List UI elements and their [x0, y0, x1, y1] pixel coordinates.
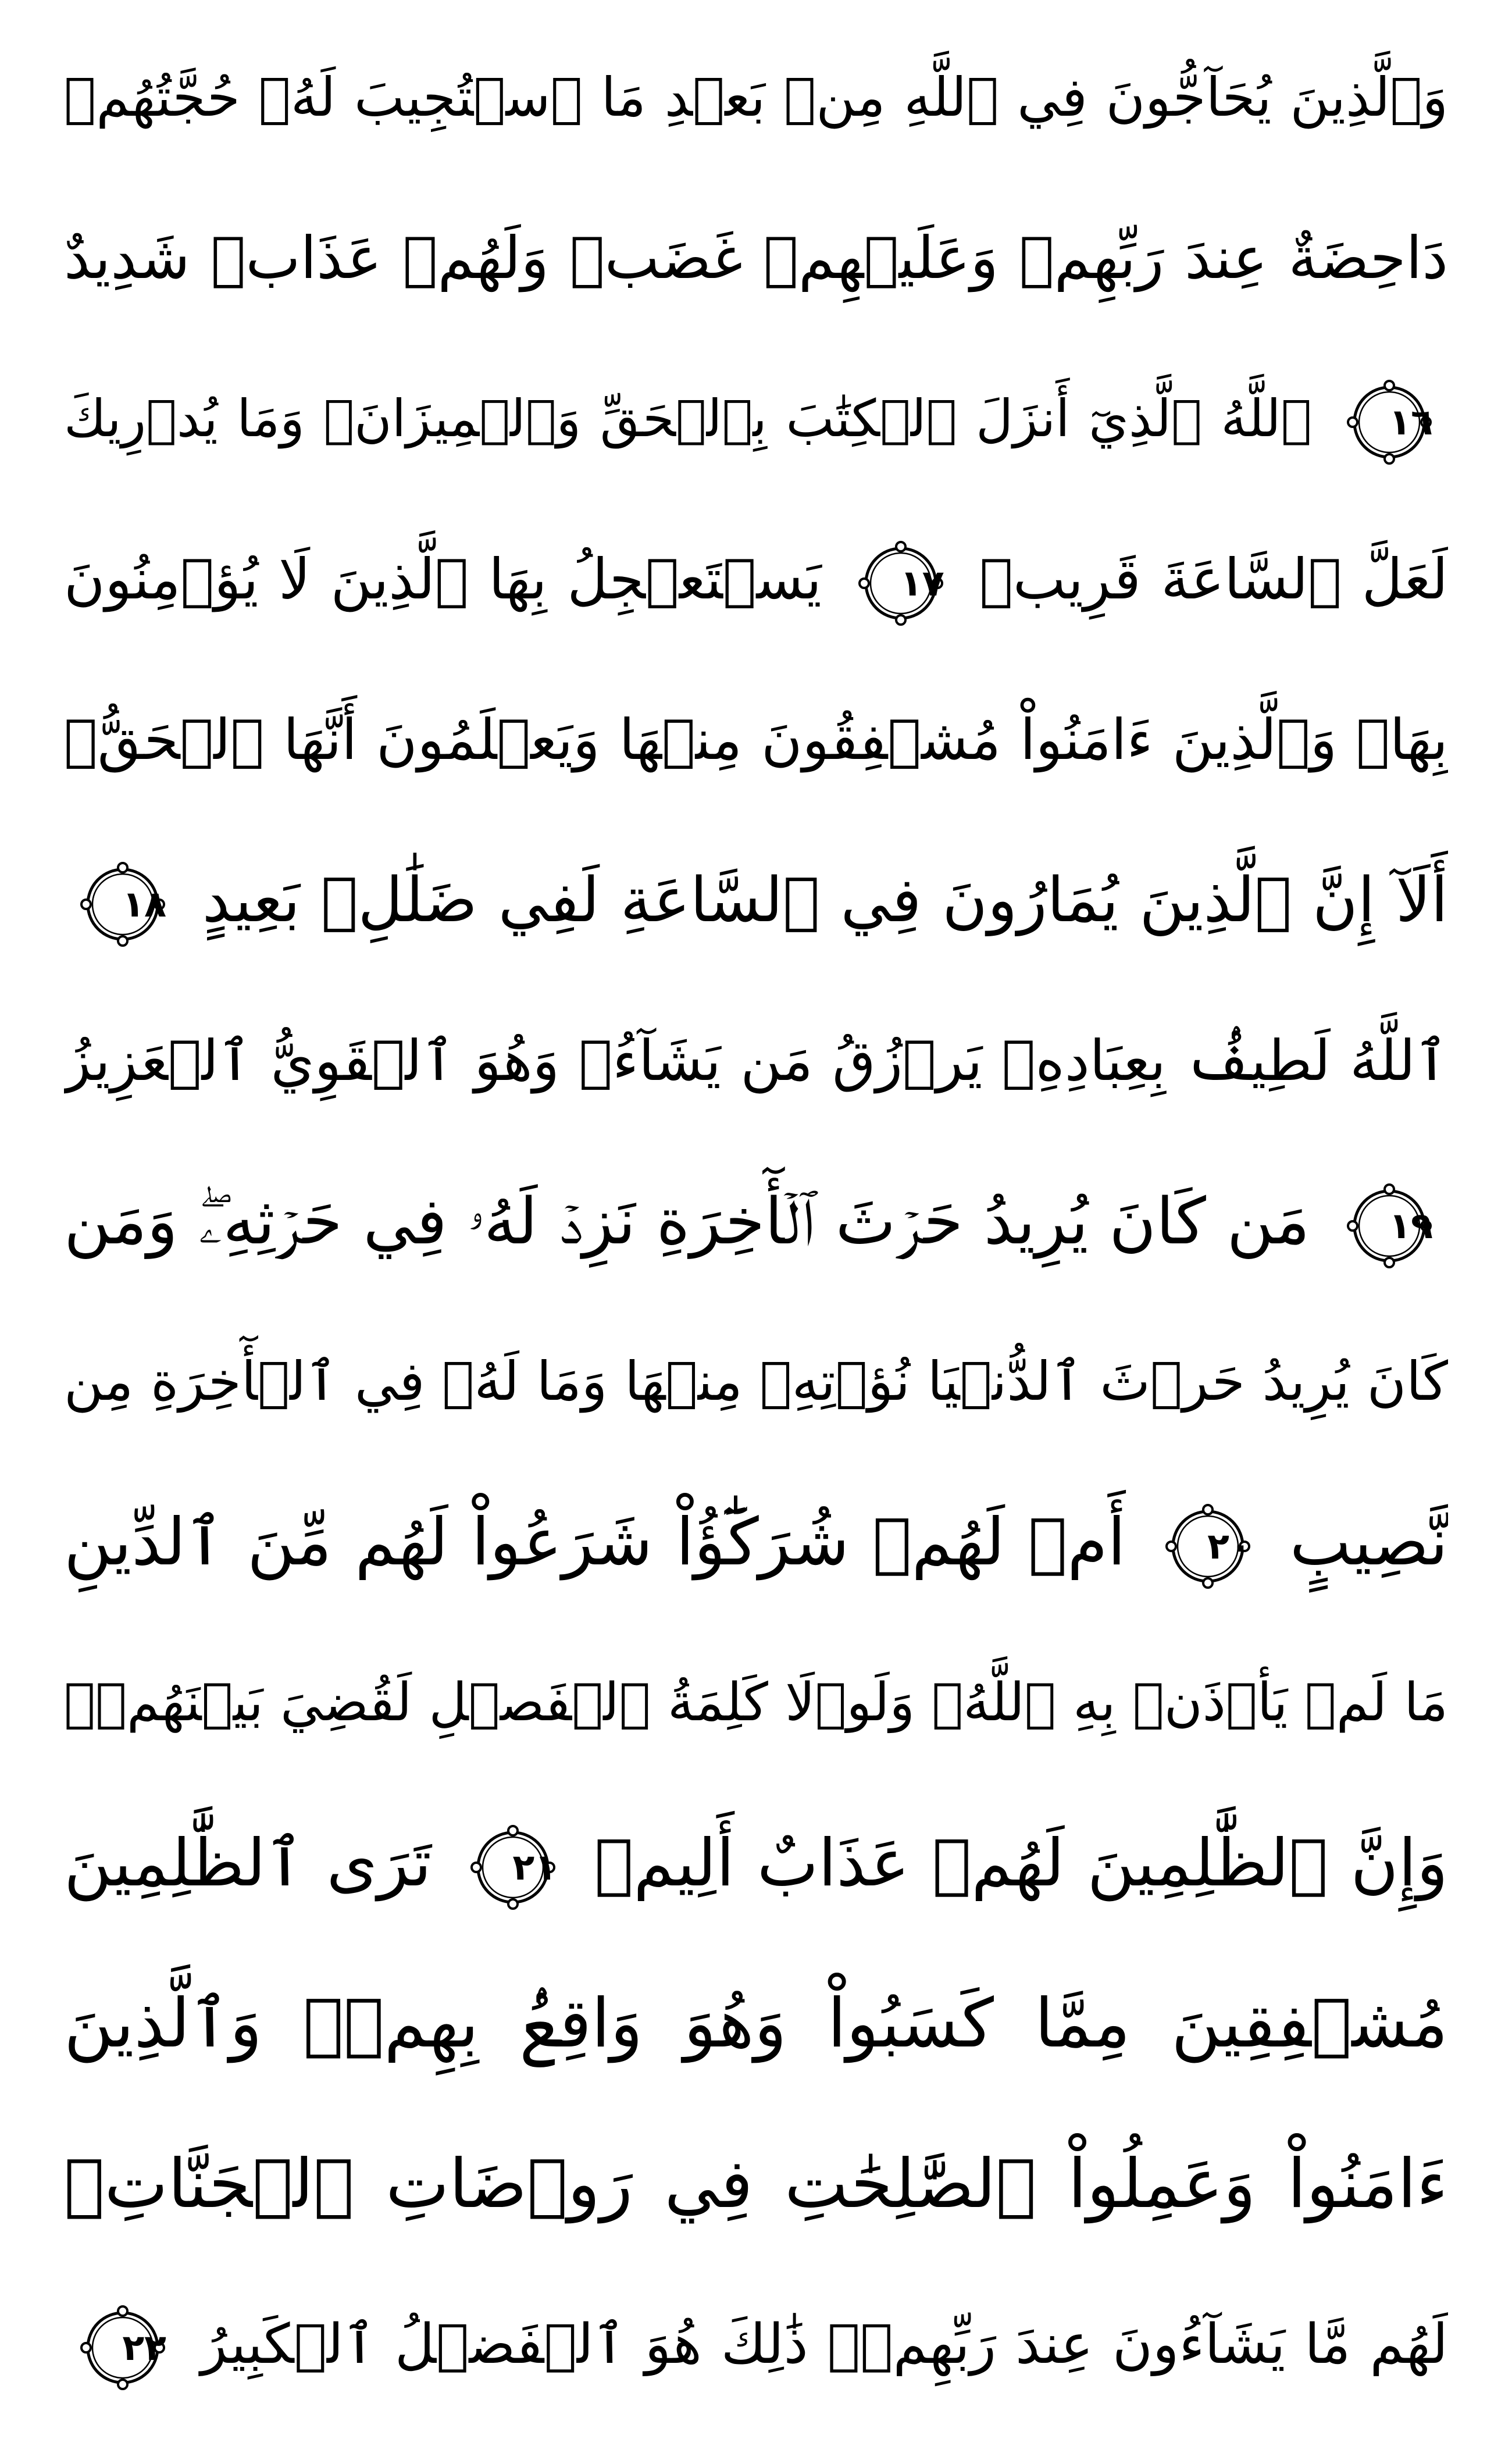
ayah-end-marker: [1346, 379, 1433, 466]
verse-line: [64, 1944, 1448, 2104]
ayah-end-marker: [1164, 1503, 1251, 1590]
ayah-number: ١٨: [122, 883, 166, 926]
verse-text: لَهُم مَّا يَشَآءُونَ عِندَ رَبِّهِمۡۚ ذَٰلِكَ هُوَ ٱلۡفَضۡلُ ٱلۡكَبِيرُ: [201, 2313, 1448, 2376]
verse-line: [64, 2104, 1448, 2265]
verse-line: [64, 1462, 1448, 1623]
verse-line: [64, 1302, 1448, 1462]
ayah-end-marker: [469, 1824, 557, 1911]
ayah-end-marker: [79, 2304, 166, 2391]
ayah-number: ٢٢: [122, 2326, 166, 2369]
verse-text: تَرَى ٱلظَّٰلِمِينَ: [64, 1825, 432, 1901]
verse-text: ءَامَنُواْ وَعَمِلُواْ ٱلصَّٰلِحَٰتِ فِي رَوۡضَاتِ ٱلۡجَنَّاتِۖ: [64, 2145, 1448, 2223]
verse-line: [64, 17, 1448, 178]
verse-text: دَاحِضَةٌ عِندَ رَبِّهِمۡ وَعَلَيۡهِمۡ غَضَبٞ وَلَهُمۡ عَذَابٞ شَدِيدٌ: [64, 224, 1448, 292]
verse-line: [64, 1783, 1448, 1944]
verse-line: [64, 820, 1448, 980]
verse-text: أَمۡ لَهُمۡ شُرَكَٰٓؤُاْ شَرَعُواْ لَهُم مِّنَ ٱلدِّينِ: [64, 1504, 1126, 1580]
verse-text: وَإِنَّ ٱلظَّٰلِمِينَ لَهُمۡ عَذَابٌ أَلِيمٞ: [594, 1825, 1448, 1901]
verse-line: [64, 659, 1448, 820]
verse-line: [64, 338, 1448, 499]
ayah-number: ٢١: [512, 1846, 557, 1889]
verse-line: [64, 1623, 1448, 1783]
verse-line: [64, 1141, 1448, 1302]
ayah-number: ١٧: [900, 561, 944, 604]
verse-text: ٱللَّهُ ٱلَّذِيٓ أَنزَلَ ٱلۡكِتَٰبَ بِٱلۡحَقِّ وَٱلۡمِيزَانَۗ وَمَا يُدۡرِيكَ: [64, 388, 1312, 448]
ayah-end-marker: [857, 540, 944, 627]
verse-line: [64, 178, 1448, 338]
verse-text: نَّصِيبٍ: [1289, 1504, 1448, 1580]
verse-text: مُشۡفِقِينَ مِمَّا كَسَبُواْ وَهُوَ وَاقِعُۢ بِهِمۡۗ وَٱلَّذِينَ: [64, 1984, 1448, 2063]
ayah-end-marker: [79, 861, 166, 948]
verse-text: وَٱلَّذِينَ يُحَآجُّونَ فِي ٱللَّهِ مِنۢ بَعۡدِ مَا ٱسۡتُجِيبَ لَهُۥ حُجَّتُهُمۡ: [64, 66, 1448, 129]
verse-text: يَسۡتَعۡجِلُ بِهَا ٱلَّذِينَ لَا يُؤۡمِنُونَ: [64, 547, 822, 612]
ayah-end-marker: [1346, 1182, 1433, 1270]
verse-text: مَن كَانَ يُرِيدُ حَرۡثَ ٱلۡأٓخِرَةِ نَزِدۡ لَهُۥ فِي حَرۡثِهِۦۖ وَمَن: [64, 1184, 1310, 1258]
verse-text: بِهَاۖ وَٱلَّذِينَ ءَامَنُواْ مُشۡفِقُونَ مِنۡهَا وَيَعۡلَمُونَ أَنَّهَا ٱلۡحَقُّۗ: [64, 707, 1448, 772]
verse-line: [64, 2265, 1448, 2425]
verse-text: كَانَ يُرِيدُ حَرۡثَ ٱلدُّنۡيَا نُؤۡتِهِۦ مِنۡهَا وَمَا لَهُۥ فِي ٱلۡأٓخِرَةِ مِن: [64, 1350, 1448, 1413]
verse-text: ٱللَّهُ لَطِيفُۢ بِعِبَادِهِۦ يَرۡزُقُ مَن يَشَآءُۖ وَهُوَ ٱلۡقَوِيُّ ٱلۡعَزِيزُ: [64, 1028, 1448, 1093]
quran-text-block: [64, 17, 1448, 2425]
ayah-number: ١٩: [1389, 1204, 1433, 1247]
ayah-number: ٢٠: [1207, 1525, 1251, 1568]
verse-line: [64, 980, 1448, 1141]
ayah-number: ١٦: [1389, 401, 1433, 444]
verse-text: لَعَلَّ ٱلسَّاعَةَ قَرِيبٞ: [979, 547, 1448, 612]
verse-text: مَا لَمۡ يَأۡذَنۢ بِهِ ٱللَّهُۚ وَلَوۡلَا كَلِمَةُ ٱلۡفَصۡلِ لَقُضِيَ بَيۡنَهُمۡۗ: [64, 1672, 1448, 1733]
verse-text: أَلَآ إِنَّ ٱلَّذِينَ يُمَارُونَ فِي ٱلسَّاعَةِ لَفِي ضَلَٰلِۭ بَعِيدٍ: [202, 864, 1448, 936]
verse-line: [64, 499, 1448, 659]
